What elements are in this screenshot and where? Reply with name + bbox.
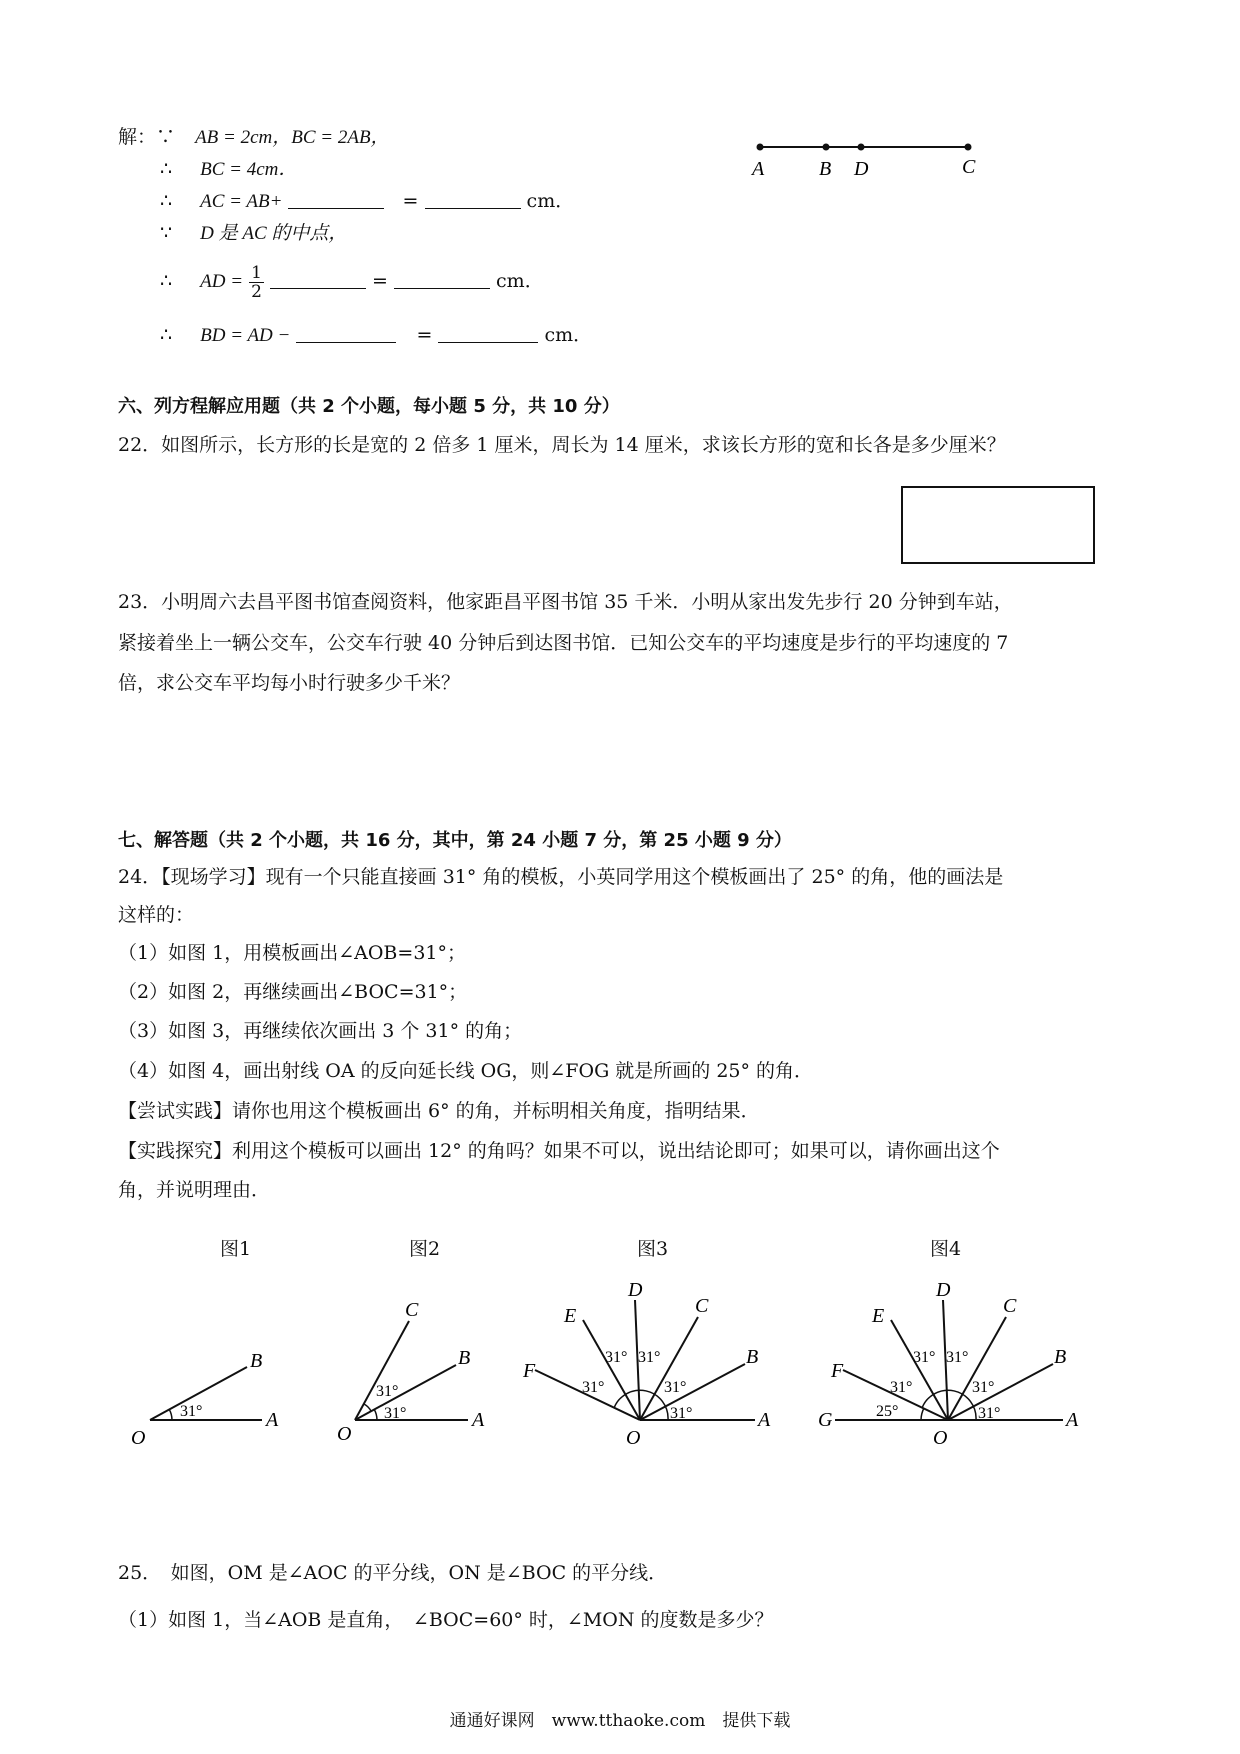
fig4-angle-label-4: 31° — [913, 1349, 936, 1366]
fig2-angle-label-1: 31° — [384, 1405, 407, 1422]
fig3-angle-label-3: 31° — [638, 1349, 661, 1366]
fig4-caption: 图4 — [930, 1238, 962, 1260]
section-7-title: 七、解答题（共 2 个小题，共 16 分，其中，第 24 小题 7 分，第 25 小题 9 分） — [118, 830, 792, 851]
fig4-angle-label-3: 31° — [946, 1349, 969, 1366]
q23-line-2: 紧接着坐上一辆公交车，公交车行驶 40 分钟后到达图书馆．已知公交车的平均速度是步行的平均速度的 7 — [118, 632, 1009, 654]
fig1-caption: 图1 — [220, 1238, 252, 1260]
fig1-label-o: O — [131, 1427, 146, 1449]
fig1-label-a: A — [266, 1409, 279, 1431]
fig2-label-a: A — [472, 1409, 485, 1431]
fig2-label-b: B — [458, 1347, 471, 1369]
fig3-angle-label-5: 31° — [582, 1379, 605, 1396]
q24-step-1: （1）如图 1，用模板画出∠AOB=31°； — [118, 942, 466, 964]
fraction — [249, 264, 264, 301]
fig4-ray-oe — [891, 1320, 948, 1420]
blank-field[interactable] — [296, 322, 396, 343]
fig4-label-e: E — [872, 1305, 885, 1327]
fig3-label-e: E — [564, 1305, 577, 1327]
fig4-label-c: C — [1003, 1295, 1017, 1317]
fig4-angle-label-5: 31° — [890, 1379, 913, 1396]
fig1-label-b: B — [250, 1350, 263, 1372]
section-6-title: 六、列方程解应用题（共 2 个小题，每小题 5 分，共 10 分） — [118, 396, 620, 417]
fig2-caption: 图2 — [409, 1238, 441, 1260]
therefore-symbol: ∴ — [160, 324, 173, 346]
blank-field[interactable] — [288, 188, 384, 209]
fig1-angle-arc — [169, 1409, 172, 1420]
point-d — [858, 144, 865, 151]
q23-line-1: 23．小明周六去昌平图书馆查阅资料，他家距昌平图书馆 35 千米．小明从家出发先步行 20 分钟到车站， — [118, 591, 1013, 613]
solution-text: D 是 AC 的中点， — [200, 223, 348, 244]
blank-field[interactable] — [270, 268, 366, 289]
unit-text: cm． — [496, 270, 544, 292]
fig3-label-d: D — [628, 1279, 643, 1301]
q24-try: 【尝试实践】请你也用这个模板画出 6° 的角，并标明相关角度，指明结果． — [118, 1100, 760, 1122]
fig2-label-c: C — [405, 1299, 419, 1321]
therefore-symbol: ∴ — [160, 190, 173, 212]
fig3-ray-oe — [583, 1320, 640, 1420]
fig4-label-o: O — [933, 1427, 948, 1449]
fraction-numerator: 1 — [251, 262, 262, 283]
solution-line-4 — [160, 214, 347, 253]
fig4-label-a: A — [1066, 1409, 1079, 1431]
q25-sub-1: （1）如图 1，当∠AOB 是直角， ∠BOC=60° 时，∠MON 的度数是多少？ — [118, 1609, 774, 1631]
fig4-label-b: B — [1054, 1346, 1067, 1368]
q23-line-3: 倍，求公交车平均每小时行驶多少千米？ — [118, 672, 461, 694]
fig2-angle-arc-2 — [364, 1404, 371, 1411]
fig4-angle-label-25: 25° — [876, 1403, 899, 1420]
fig2-angle-arc-1 — [374, 1409, 377, 1420]
equals-sign: = — [372, 270, 388, 292]
solution-text: BD = AD − — [200, 325, 291, 346]
fig3-caption: 图3 — [637, 1238, 669, 1260]
blank-field[interactable] — [394, 268, 490, 289]
unit-text: cm． — [544, 324, 593, 346]
unit-text: cm． — [526, 190, 575, 212]
angle-figures — [0, 1270, 1240, 1450]
label-d: D — [854, 158, 869, 180]
q22-text: 22．如图所示，长方形的长是宽的 2 倍多 1 厘米，周长为 14 厘米，求该长方形的宽和长各是多少厘米？ — [118, 434, 1006, 456]
point-b — [823, 144, 830, 151]
fig2-angle-label-2: 31° — [376, 1383, 399, 1400]
q25-line-1: 25． 如图，OM 是∠AOC 的平分线，ON 是∠BOC 的平分线． — [118, 1562, 668, 1584]
q24-explore-1: 【实践探究】利用这个模板可以画出 12° 的角吗？如果不可以，说出结论即可；如果可以，请你画出这个 — [118, 1140, 1000, 1162]
fraction-denominator: 2 — [251, 281, 262, 302]
fig2-label-o: O — [337, 1423, 352, 1445]
equals-sign: = — [402, 190, 419, 212]
fig4-angle-arcs — [922, 1390, 976, 1420]
q24-step-3: （3）如图 3，再继续依次画出 3 个 31° 的角； — [118, 1020, 523, 1042]
solution-text: AD = — [200, 271, 244, 292]
fig4-angle-25-arc — [921, 1408, 924, 1420]
therefore-symbol: ∴ — [160, 270, 173, 292]
therefore-symbol: ∴ — [160, 158, 173, 180]
solution-line-6 — [160, 316, 592, 355]
because-symbol: ∵ — [160, 222, 173, 244]
segment-figure — [740, 135, 980, 185]
point-c — [965, 144, 972, 151]
q24-step-2: （2）如图 2，再继续画出∠BOC=31°； — [118, 981, 468, 1003]
label-c: C — [962, 156, 976, 178]
solution-text: BC = 4cm． — [200, 159, 298, 180]
fig3-label-a: A — [758, 1409, 771, 1431]
rectangle-figure — [901, 486, 1095, 564]
label-a: A — [752, 158, 765, 180]
q24-line-2: 这样的： — [118, 904, 195, 926]
solution-text: AB = 2cm，BC = 2AB， — [195, 127, 390, 148]
solution-line-5 — [160, 262, 544, 301]
fig3-label-c: C — [695, 1295, 709, 1317]
solution-label: 解：∵ — [118, 126, 176, 148]
fig4-label-d: D — [936, 1279, 951, 1301]
point-a — [757, 144, 764, 151]
fig3-label-b: B — [746, 1346, 759, 1368]
blank-field[interactable] — [438, 322, 538, 343]
q24-line-1: 24．【现场学习】现有一个只能直接画 31° 角的模板，小英同学用这个模板画出了 25° 的角，他的画法是 — [118, 866, 1004, 888]
fig4-angle-label-2: 31° — [972, 1379, 995, 1396]
q24-step-4: （4）如图 4，画出射线 OA 的反向延长线 OG，则∠FOG 就是所画的 25° 的角． — [118, 1060, 814, 1082]
page-footer: 通通好课网 www.tthaoke.com 提供下载 — [449, 1711, 791, 1731]
fig3-angle-label-1: 31° — [670, 1405, 693, 1422]
fig4-label-g: G — [818, 1409, 833, 1431]
fig1-angle-label: 31° — [180, 1403, 203, 1420]
q24-explore-2: 角，并说明理由． — [118, 1179, 271, 1201]
fig4-angle-label-1: 31° — [978, 1405, 1001, 1422]
fig4-label-f: F — [831, 1360, 844, 1382]
fig3-label-o: O — [626, 1427, 641, 1449]
fig3-label-f: F — [523, 1360, 536, 1382]
label-b: B — [819, 158, 832, 180]
blank-field[interactable] — [425, 188, 521, 209]
solution-text: AC = AB+ — [200, 191, 283, 212]
fig3-angle-label-2: 31° — [664, 1379, 687, 1396]
fig3-angle-label-4: 31° — [605, 1349, 628, 1366]
equals-sign: = — [416, 324, 433, 346]
fig3-angle-arcs — [614, 1390, 668, 1420]
